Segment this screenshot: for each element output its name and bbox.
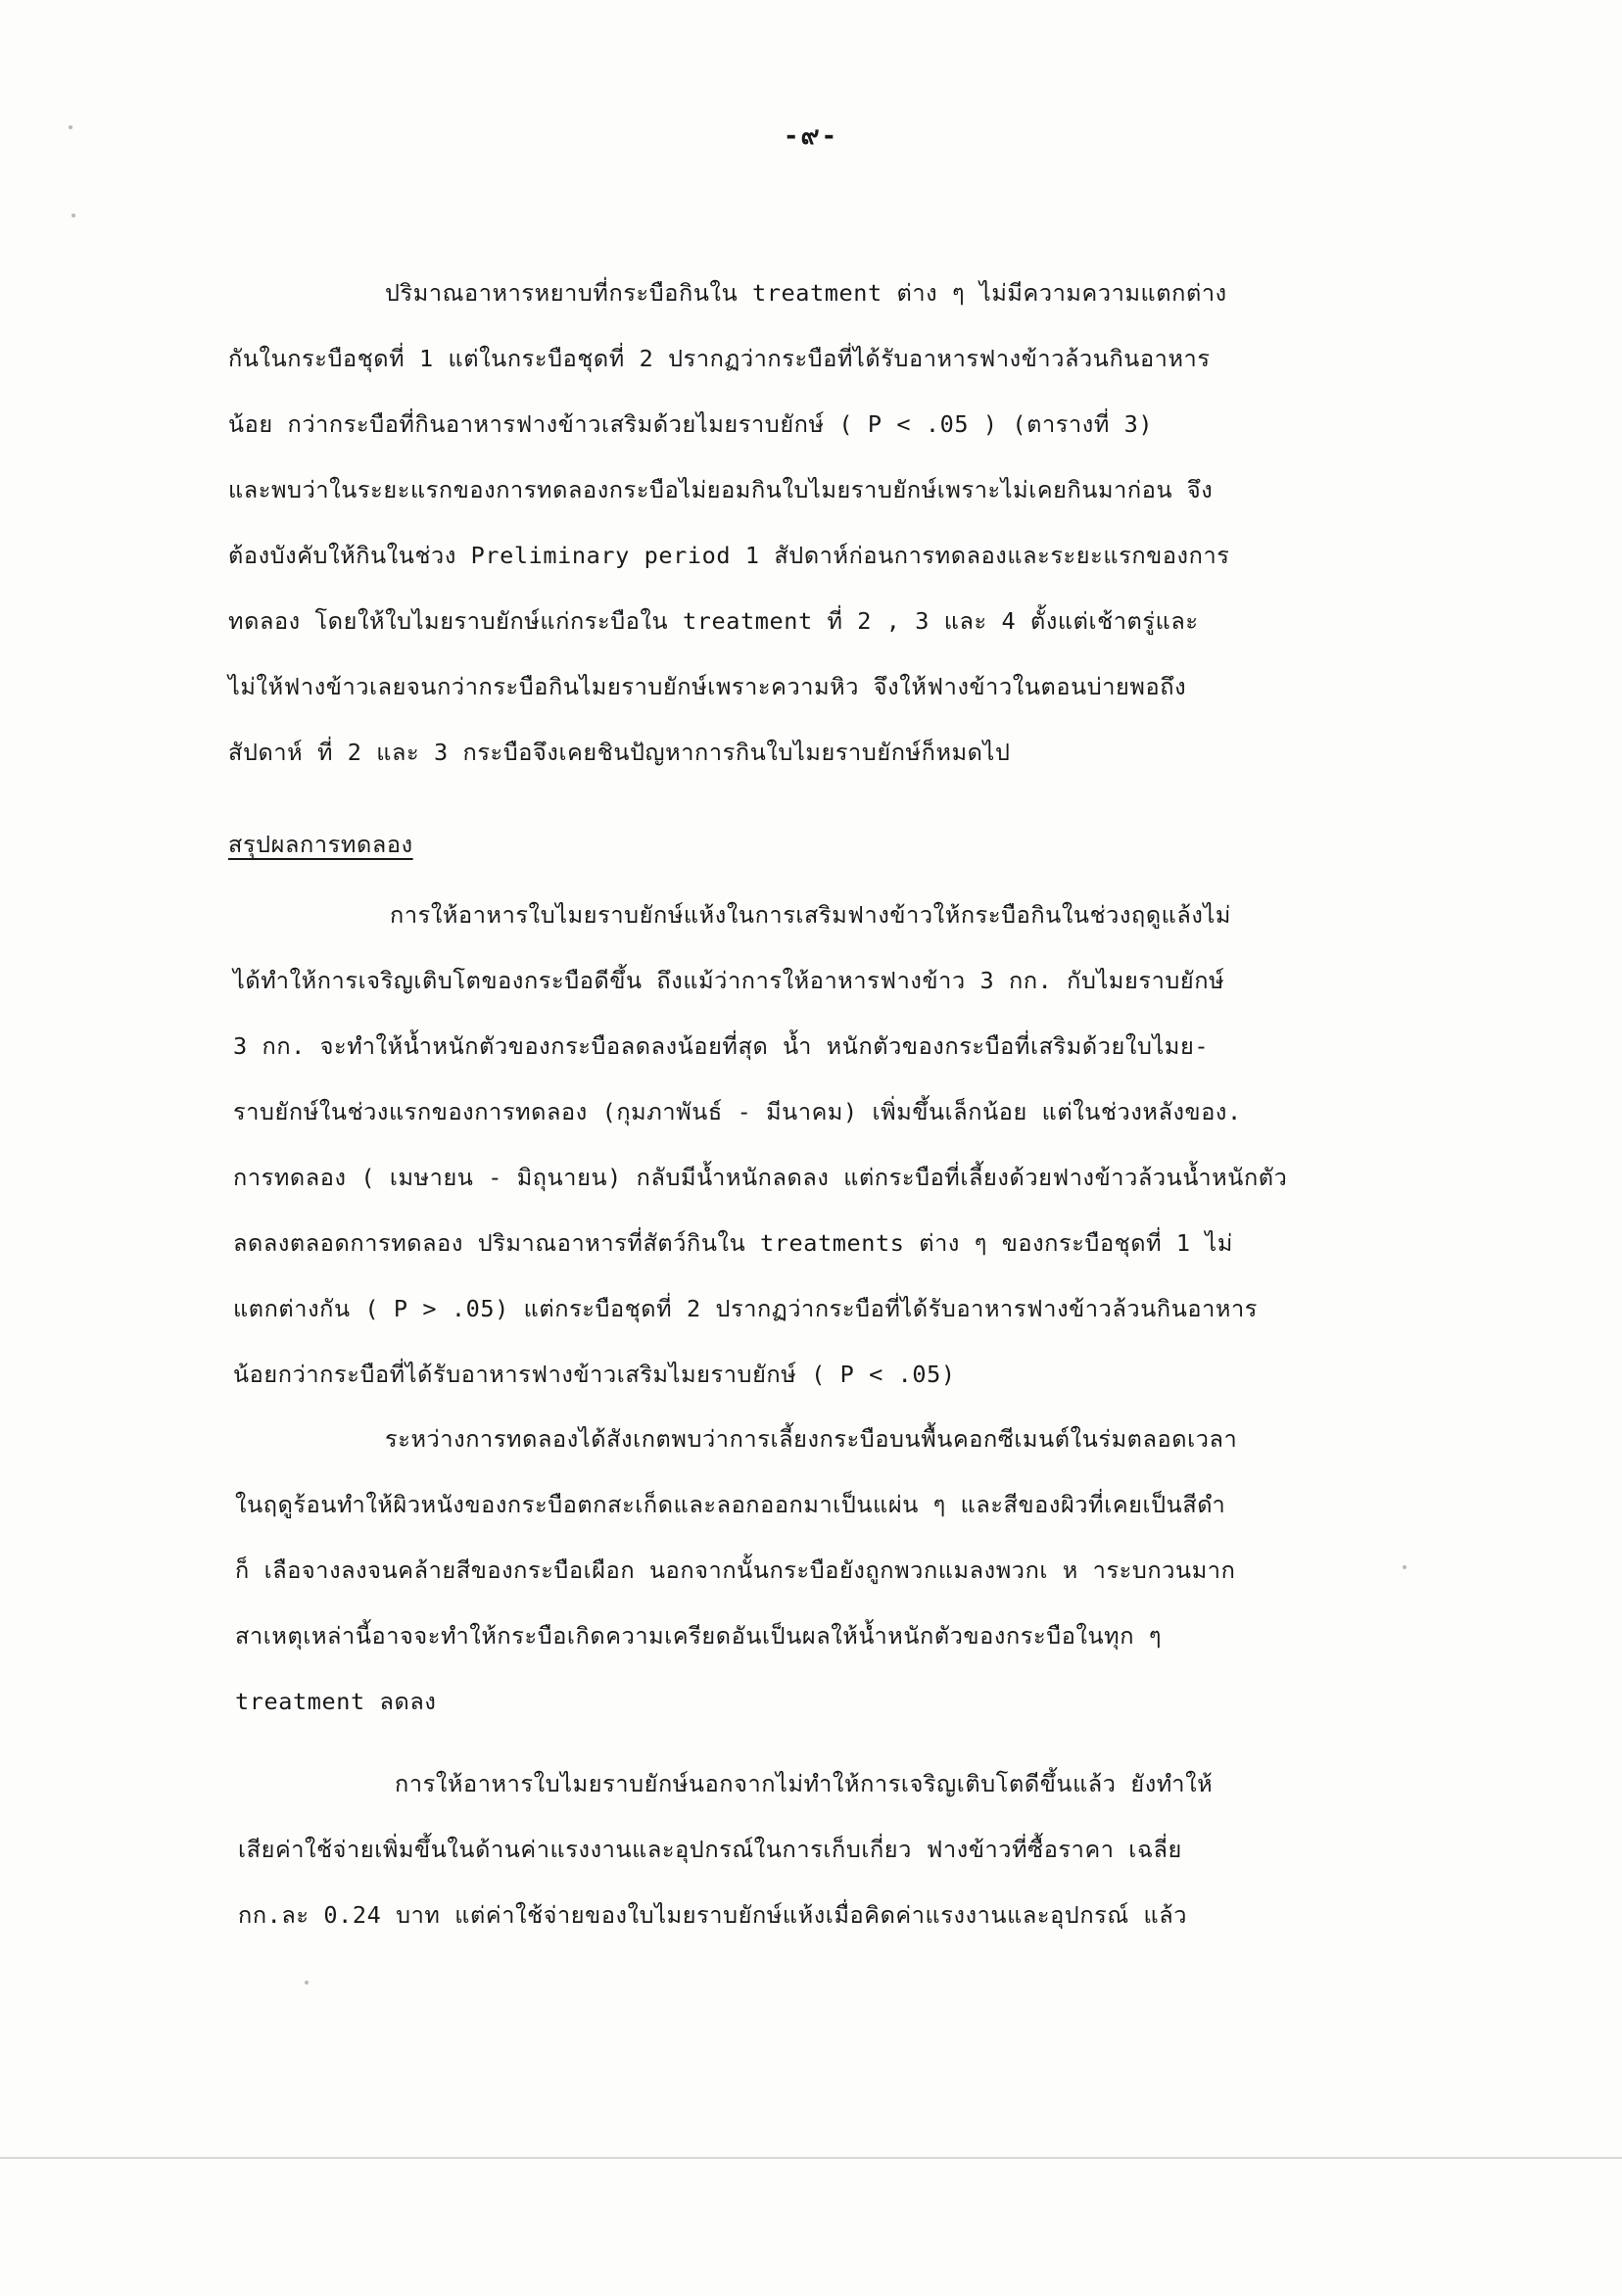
text-line: ได้ทำให้การเจริญเติบโตของกระบือดีขึ้น ถึงแม้ว่าการให้อาหารฟางข้าว 3 กก. กับไมยราบยักษ์ [233, 967, 1225, 994]
text-line: การให้อาหารใบไมยราบยักษ์นอกจากไม่ทำให้การเจริญเติบโตดีขึ้นแล้ว ยังทำให้ [395, 1770, 1214, 1797]
text-line: ไม่ให้ฟางข้าวเลยจนกว่ากระบือกินไมยราบยักษ์เพราะความหิว จึงให้ฟางข้าวในตอนบ่ายพอถึง [228, 673, 1187, 700]
text-line: การทดลอง ( เมษายน - มิถุนายน) กลับมีน้ำหนักลดลง แต่กระบือที่เลี้ยงด้วยฟางข้าวล้วนน้ำหนักตัว [233, 1164, 1288, 1191]
text-line: ทดลอง โดยให้ใบไมยราบยักษ์แก่กระบือใน treatment ที่ 2 , 3 และ 4 ตั้งแต่เช้าตรู่และ [228, 607, 1199, 635]
text-line: ระหว่างการทดลองได้สังเกตพบว่าการเลี้ยงกระบือบนพื้นคอกซีเมนต์ในร่มตลอดเวลา [385, 1425, 1238, 1453]
page-number: -๙- [783, 121, 839, 151]
text-line: สาเหตุเหล่านี้อาจจะทำให้กระบือเกิดความเครียดอันเป็นผลให้น้ำหนักตัวของกระบือในทุก ๆ [235, 1622, 1163, 1650]
text-line: ปริมาณอาหารหยาบที่กระบือกินใน treatment ต่าง ๆ ไม่มีความความแตกต่าง [385, 279, 1227, 307]
text-line: น้อย กว่ากระบือที่กินอาหารฟางข้าวเสริมด้วยไมยราบยักษ์ ( P < .05 ) (ตารางที่ 3) [228, 410, 1154, 438]
text-line: ต้องบังคับให้กินในช่วง Preliminary period 1 สัปดาห์ก่อนการทดลองและระยะแรกของการ [228, 542, 1230, 569]
text-line: treatment ลดลง [235, 1688, 437, 1715]
scan-speck [305, 1981, 309, 1985]
text-line: 3 กก. จะทำให้น้ำหนักตัวของกระบือลดลงน้อยที่สุด น้ำ หนักตัวของกระบือที่เสริมด้วยใบไมย- [233, 1032, 1210, 1060]
section-heading: สรุปผลการทดลอง [228, 831, 413, 858]
text-line: ในฤดูร้อนทำให้ผิวหนังของกระบือตกสะเก็ดและลอกออกมาเป็นแผ่น ๆ และสีของผิวที่เคยเป็นสีดำ [235, 1491, 1226, 1518]
text-line: ลดลงตลอดการทดลอง ปริมาณอาหารที่สัตว์กินใน treatments ต่าง ๆ ของกระบือชุดที่ 1 ไม่ [233, 1229, 1233, 1257]
text-line: การให้อาหารใบไมยราบยักษ์แห้งในการเสริมฟางข้าวให้กระบือกินในช่วงฤดูแล้งไม่ [390, 901, 1232, 929]
scan-speck [1403, 1565, 1407, 1569]
text-line: ก็ เลือจางลงจนคล้ายสีของกระบือเผือก นอกจากนั้นกระบือยังถูกพวกแมลงพวกเ ห าระบกวนมาก [235, 1556, 1236, 1584]
text-line: ราบยักษ์ในช่วงแรกของการทดลอง (กุมภาพันธ์ - มีนาคม) เพิ่มขึ้นเล็กน้อย แต่ในช่วงหลังของ. [233, 1098, 1242, 1125]
text-line: กันในกระบือชุดที่ 1 แต่ในกระบือชุดที่ 2 ปรากฏว่ากระบือที่ได้รับอาหารฟางข้าวล้วนกินอาหาร [228, 345, 1211, 372]
text-line: สัปดาห์ ที่ 2 และ 3 กระบือจึงเคยชินปัญหาการกินใบไมยราบยักษ์ก็หมดไป [228, 739, 1011, 766]
scan-speck [72, 214, 75, 217]
text-line: เสียค่าใช้จ่ายเพิ่มขึ้นในด้านค่าแรงงานและอุปกรณ์ในการเก็บเกี่ยว ฟางข้าวที่ซื้อราคา เฉลี่ย [238, 1836, 1182, 1863]
scan-bottom-edge [0, 2157, 1622, 2159]
text-line: น้อยกว่ากระบือที่ได้รับอาหารฟางข้าวเสริมไมยราบยักษ์ ( P < .05) [233, 1361, 956, 1388]
text-line: กก.ละ 0.24 บาท แต่ค่าใช้จ่ายของใบไมยราบยักษ์แห้งเมื่อคิดค่าแรงงานและอุปกรณ์ แล้ว [238, 1901, 1188, 1929]
text-line: แตกต่างกัน ( P > .05) แต่กระบือชุดที่ 2 ปรากฏว่ากระบือที่ได้รับอาหารฟางข้าวล้วนกินอาหาร [233, 1295, 1258, 1322]
text-line: และพบว่าในระยะแรกของการทดลองกระบือไม่ยอมกินใบไมยราบยักษ์เพราะไม่เคยกินมาก่อน จึง [228, 476, 1214, 503]
